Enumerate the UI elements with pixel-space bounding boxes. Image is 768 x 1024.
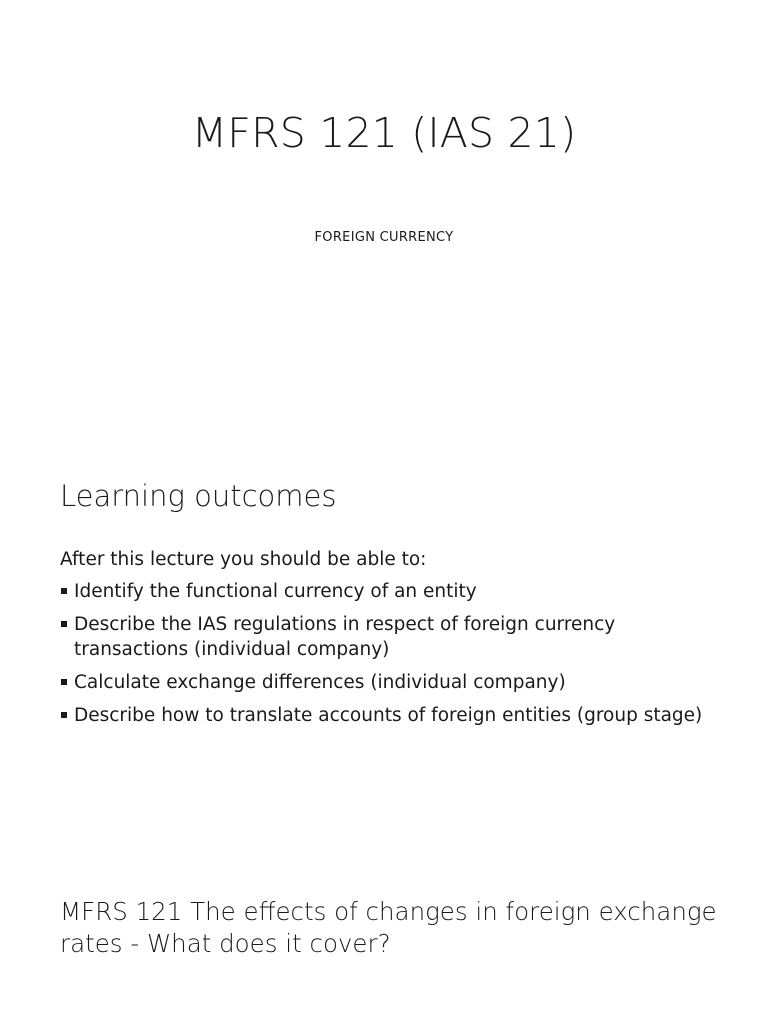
list-item-text: Describe the IAS regulations in respect of foreign currency transactions (individual company) xyxy=(74,614,616,660)
square-bullet-icon xyxy=(61,712,67,718)
slide-title-heading: MFRS 121 (IAS 21) xyxy=(191,109,577,157)
coverage-heading-line-1: MFRS 121 The effects of changes in foreign exchange xyxy=(60,897,717,926)
list-item xyxy=(60,703,720,728)
square-bullet-icon xyxy=(61,588,67,594)
slide-learning-outcomes xyxy=(0,430,768,850)
square-bullet-icon xyxy=(61,621,67,627)
list-item xyxy=(60,579,720,604)
list-item xyxy=(60,612,720,662)
list-item-text: Describe how to translate accounts of foreign entities (group stage) xyxy=(74,705,703,726)
coverage-heading xyxy=(60,896,720,960)
list-item-text: Identify the functional currency of an entity xyxy=(74,581,477,602)
learning-outcomes-list xyxy=(60,579,720,736)
list-item-text: Calculate exchange differences (individual company) xyxy=(74,672,566,693)
square-bullet-icon xyxy=(61,679,67,685)
learning-outcomes-intro: After this lecture you should be able to: xyxy=(60,549,427,570)
coverage-heading-line-2: rates - What does it cover? xyxy=(60,929,391,958)
slide-title xyxy=(0,0,768,430)
learning-outcomes-heading: Learning outcomes xyxy=(60,479,337,513)
slide-subtitle: FOREIGN CURRENCY xyxy=(314,230,454,245)
list-item xyxy=(60,670,720,695)
slide-mfrs-121-coverage xyxy=(0,850,768,1024)
